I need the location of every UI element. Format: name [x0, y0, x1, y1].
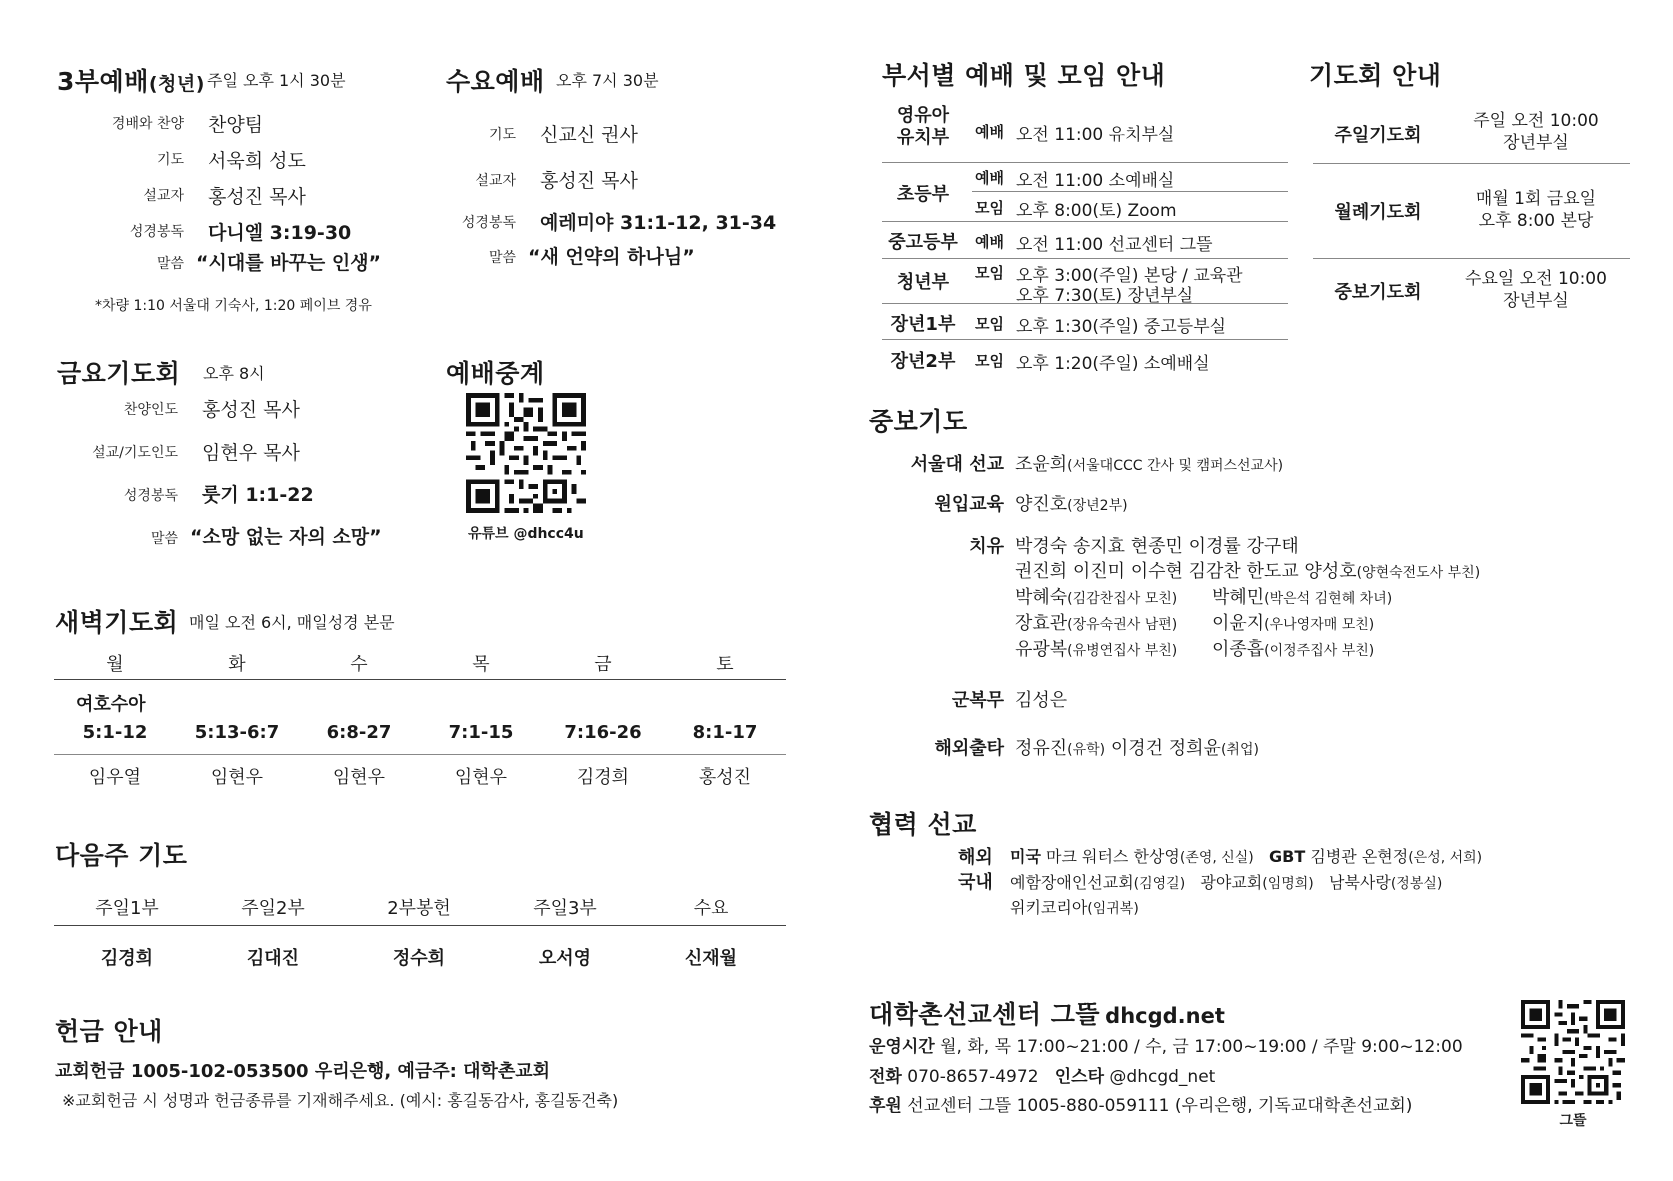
- dawn-book: 여호수아: [76, 694, 146, 715]
- intercession-entry: [1212, 635, 1374, 661]
- dawn-leader: 임현우: [210, 767, 264, 788]
- dept-text: 오후 1:30(주일) 중고등부실: [1016, 317, 1227, 337]
- intercession-note: (장년2부): [1067, 498, 1128, 514]
- dawn-passage: 5:13-6:7: [194, 722, 280, 743]
- service3-scripture: 다니엘 3:19-30: [208, 222, 352, 244]
- broadcast-title: 예배중계: [446, 359, 545, 388]
- mission-label: 해외: [958, 847, 993, 868]
- intercession-entry: [1015, 609, 1177, 635]
- center-value: 선교센터 그뜰 1005-880-059111 (우리은행, 기독교대학촌선교회): [907, 1096, 1413, 1116]
- divider: [54, 679, 786, 680]
- next-prayer-title: 다음주 기도: [55, 841, 188, 870]
- dawn-title: 새벽기도회: [55, 608, 179, 637]
- prayer-meeting-name: 월례기도회: [1334, 202, 1422, 223]
- next-prayer-header: 2부봉헌: [387, 898, 451, 919]
- mission-org: 남북사랑: [1329, 873, 1391, 892]
- intercession-name: 박혜숙: [1015, 587, 1068, 608]
- departments-title: 부서별 예배 및 모임 안내: [882, 61, 1166, 90]
- center-label: 운영시간: [869, 1037, 935, 1057]
- mission-entry: [1010, 844, 1482, 867]
- dept-kind: 모임: [975, 352, 1004, 370]
- friday-time: 오후 8시: [203, 364, 265, 383]
- intercession-name: 김성은: [1015, 690, 1068, 711]
- wednesday-sermon-title: “새 언약의 하나님”: [528, 246, 695, 268]
- intercession-note: (우나영자매 모친): [1264, 617, 1375, 633]
- dept-text: 오후 3:00(주일) 본당 / 교육관: [1016, 266, 1243, 286]
- dept-kind: 예배: [975, 233, 1004, 251]
- wednesday-label: 기도: [488, 127, 516, 143]
- qr-code-icon: [1521, 1000, 1625, 1104]
- center-label: 전화: [869, 1067, 902, 1087]
- intercession-names: 박경숙 송지효 현종민 이경률 강구태: [1015, 536, 1299, 557]
- offering-title: 헌금 안내: [55, 1017, 163, 1046]
- prayer-meeting-line: 수요일 오전 10:00: [1465, 269, 1607, 289]
- center-value: 월, 화, 목 17:00~21:00 / 수, 금 17:00~19:00 / 주말 9:00~12:00: [940, 1037, 1463, 1057]
- intercession-name: 박혜민: [1212, 587, 1265, 608]
- intercession-names: 권진희 이진미 이수현 김감찬 한도교 양성호: [1015, 561, 1357, 582]
- intercession-note: (취업): [1220, 742, 1259, 758]
- dept-name: 초등부: [896, 184, 950, 205]
- friday-sermon-title: “소망 없는 자의 소망”: [190, 526, 382, 548]
- mission-note: (은성, 서희): [1408, 850, 1483, 866]
- intercession-label: 군복무: [951, 690, 1004, 711]
- dept-text: 오전 11:00 소예배실: [1016, 171, 1175, 191]
- next-prayer-name: 오서영: [538, 948, 592, 969]
- friday-value: 임현우 목사: [202, 442, 300, 464]
- friday-scripture: 룻기 1:1-22: [202, 484, 314, 506]
- divider: [1313, 258, 1630, 259]
- dept-name-line: 영유아: [896, 105, 950, 126]
- dawn-day: 토: [716, 654, 734, 675]
- service3-title: [57, 62, 205, 98]
- dawn-passage: 8:1-17: [692, 722, 758, 743]
- prayer-meeting-name: 주일기도회: [1334, 125, 1422, 146]
- divider: [1313, 163, 1630, 164]
- service3-label: 경배와 찬양: [111, 116, 184, 132]
- intercession-entry: [1015, 450, 1283, 476]
- dawn-leader: 임현우: [454, 767, 508, 788]
- prayer-meeting-detail: [1446, 268, 1626, 312]
- mission-note: (존영, 신실): [1179, 850, 1254, 866]
- dept-text: 오전 11:00 유치부실: [1016, 125, 1175, 145]
- service3-value: 홍성진 목사: [208, 186, 306, 208]
- intercession-name: 이종흡: [1212, 639, 1265, 660]
- dawn-passage: 5:1-12: [82, 722, 148, 743]
- service3-value: 서욱희 성도: [208, 150, 306, 172]
- intercession-entry: [1015, 635, 1177, 661]
- wednesday-title: 수요예배: [446, 67, 545, 96]
- dept-kind: 모임: [975, 315, 1004, 333]
- divider: [972, 191, 1288, 192]
- center-label: 인스타: [1054, 1067, 1105, 1087]
- intercession-entry: [1015, 557, 1480, 583]
- intercession-entry: [1015, 734, 1259, 760]
- offering-account: 교회헌금 1005-102-053500 우리은행, 예금주: 대학촌교회: [55, 1061, 551, 1082]
- dawn-leader: 임우열: [88, 767, 142, 788]
- prayer-meeting-name: 중보기도회: [1334, 282, 1422, 303]
- center-qr-caption: 그뜰: [1559, 1113, 1587, 1129]
- dawn-passage: 7:1-15: [448, 722, 514, 743]
- mission-note: (임명희): [1262, 876, 1314, 892]
- wednesday-label: 성경봉독: [461, 215, 516, 231]
- next-prayer-name: 김대진: [246, 948, 300, 969]
- next-prayer-header: 주일2부: [241, 898, 305, 919]
- wednesday-time: 오후 7시 30분: [556, 71, 659, 90]
- prayer-meeting-line: 장년부실: [1503, 291, 1569, 311]
- dept-name: 청년부: [896, 272, 950, 293]
- intercession-entry: [1212, 583, 1392, 609]
- friday-label: 설교/기도인도: [92, 445, 178, 461]
- wednesday-label: 말씀: [488, 250, 516, 266]
- divider: [882, 339, 1288, 340]
- wednesday-scripture: 예레미야 31:1-12, 31-34: [540, 212, 777, 234]
- center-label: 후원: [869, 1096, 902, 1116]
- intercession-label: 치유: [969, 536, 1004, 557]
- next-prayer-header: 주일3부: [533, 898, 597, 919]
- next-prayer-header: 주일1부: [95, 898, 159, 919]
- divider: [882, 221, 1288, 222]
- service3-note: *차량 1:10 서울대 기숙사, 1:20 페이브 경유: [95, 298, 372, 314]
- intercession-entry: [1212, 609, 1374, 635]
- dawn-leader: 김경희: [576, 767, 630, 788]
- intercession-label: 서울대 선교: [910, 454, 1004, 475]
- dawn-passage: 7:16-26: [564, 722, 642, 743]
- mission-names: 김병관 온현정: [1310, 847, 1409, 866]
- dawn-leader: 임현우: [332, 767, 386, 788]
- intercession-label: 해외출타: [934, 738, 1004, 759]
- prayer-meeting-line: 매월 1회 금요일: [1475, 189, 1597, 209]
- intercession-note: (이정주집사 부친): [1264, 643, 1375, 659]
- dawn-leader: 홍성진: [698, 767, 752, 788]
- friday-title: 금요기도회: [57, 359, 181, 388]
- dept-name: 중고등부: [888, 232, 958, 253]
- intercession-name: 조윤희: [1015, 454, 1068, 475]
- divider: [54, 925, 786, 926]
- intercession-title: 중보기도: [869, 407, 968, 436]
- mission-note: (임귀복): [1087, 901, 1139, 917]
- center-value: 070-8657-4972: [907, 1067, 1039, 1087]
- dept-kind: 예배: [975, 123, 1004, 141]
- service3-title-sub: (청년): [148, 73, 205, 95]
- center-hours: [869, 1032, 1463, 1057]
- service3-value: 찬양팀: [208, 114, 264, 136]
- divider: [54, 754, 786, 755]
- divider: [882, 162, 1288, 163]
- service3-label: 말씀: [156, 256, 184, 272]
- intercession-note: (김감찬집사 모친): [1067, 591, 1178, 607]
- prayer-meetings-title: 기도회 안내: [1309, 61, 1442, 90]
- dept-kind: 모임: [975, 264, 1004, 282]
- mission-names: 마크 워터스 한상영: [1046, 847, 1180, 866]
- wednesday-label: 설교자: [475, 173, 516, 189]
- service3-label: 성경봉독: [129, 224, 184, 240]
- mission-note: (김영길): [1133, 876, 1186, 892]
- dept-text: 오후 1:20(주일) 소예배실: [1016, 354, 1210, 374]
- wednesday-value: 신교신 권사: [540, 124, 638, 146]
- dept-name: 장년2부: [890, 351, 956, 372]
- divider: [882, 258, 1288, 259]
- next-prayer-name: 정수희: [392, 948, 446, 969]
- service3-label: 기도: [156, 152, 184, 168]
- offering-note: ※교회헌금 시 성명과 헌금종류를 기재해주세요. (예시: 홍길동감사, 홍길동건축): [62, 1091, 619, 1110]
- mission-entry: [1010, 895, 1139, 918]
- dawn-passage: 6:8-27: [326, 722, 392, 743]
- mission-country: 미국: [1010, 847, 1041, 866]
- intercession-note: (박은석 김현혜 차녀): [1264, 591, 1393, 607]
- dept-text: 오후 8:00(토) Zoom: [1016, 201, 1177, 221]
- center-name: 대학촌선교센터 그뜰: [869, 1000, 1101, 1029]
- mission-note: (정봉실): [1390, 876, 1443, 892]
- intercession-name: 양진호: [1015, 494, 1068, 515]
- dawn-time: 매일 오전 6시, 매일성경 본문: [189, 613, 395, 632]
- center-title: [869, 995, 1225, 1031]
- mission-org: 예함장애인선교회: [1010, 873, 1134, 892]
- intercession-note: (유학): [1067, 742, 1106, 758]
- wednesday-value: 홍성진 목사: [540, 170, 638, 192]
- next-prayer-name: 김경희: [100, 948, 154, 969]
- dawn-day: 목: [472, 654, 490, 675]
- friday-value: 홍성진 목사: [202, 399, 300, 421]
- mission-label: 국내: [958, 872, 993, 893]
- friday-label: 찬양인도: [123, 402, 178, 418]
- intercession-note: (양현숙전도사 부친): [1356, 565, 1481, 581]
- dawn-day: 월: [106, 654, 124, 675]
- intercession-name: 유광복: [1015, 639, 1068, 660]
- dept-name: [882, 105, 964, 149]
- intercession-name: 장효관: [1015, 613, 1068, 634]
- center-value: @dhcgd_net: [1109, 1067, 1216, 1087]
- mission-org: 위키코리아: [1010, 898, 1088, 917]
- youtube-qr-code[interactable]: [466, 393, 586, 513]
- dawn-day: 금: [594, 654, 612, 675]
- mission-title: 협력 선교: [869, 810, 977, 839]
- dept-name-line: 유치부: [896, 127, 950, 148]
- dept-text: 오후 7:30(토) 장년부실: [1016, 286, 1194, 306]
- dept-kind: 모임: [975, 199, 1004, 217]
- intercession-name: 정유진: [1015, 738, 1068, 759]
- prayer-meeting-line: 오후 8:00 본당: [1478, 211, 1594, 231]
- intercession-note: (서울대CCC 간사 및 캠퍼스선교사): [1067, 458, 1284, 474]
- mission-entry: [1010, 870, 1442, 893]
- next-prayer-header: 수요: [693, 898, 729, 919]
- broadcast-caption: 유튜브 @dhcc4u: [468, 526, 584, 542]
- intercession-name: 이경건 정희윤: [1110, 738, 1221, 759]
- prayer-meeting-line: 주일 오전 10:00: [1473, 111, 1599, 131]
- prayer-meeting-line: 장년부실: [1503, 133, 1569, 153]
- mission-org: 광야교회: [1200, 873, 1263, 892]
- intercession-name: 이윤지: [1212, 613, 1265, 634]
- dawn-day: 화: [228, 654, 246, 675]
- intercession-note: (장유숙권사 남편): [1067, 617, 1178, 633]
- center-contact: [869, 1062, 1215, 1087]
- intercession-entry: [1015, 583, 1177, 609]
- qr-code-icon: [466, 393, 586, 513]
- service3-sermon-title: “시대를 바꾸는 인생”: [196, 252, 382, 274]
- mission-country: GBT: [1269, 847, 1306, 866]
- dawn-day: 수: [350, 654, 368, 675]
- friday-label: 성경봉독: [123, 488, 178, 504]
- service3-time: 주일 오후 1시 30분: [207, 71, 346, 90]
- dept-kind: 예배: [975, 169, 1004, 187]
- friday-label: 말씀: [150, 531, 178, 547]
- divider: [882, 303, 1288, 304]
- service3-title-main: 3부예배: [57, 67, 149, 96]
- center-qr-code[interactable]: [1521, 1000, 1625, 1104]
- service3-label: 설교자: [143, 188, 184, 204]
- intercession-note: (유병연집사 부친): [1067, 643, 1178, 659]
- prayer-meeting-detail: [1446, 188, 1626, 232]
- intercession-label: 원입교육: [934, 494, 1004, 515]
- dept-text: 오전 11:00 선교센터 그뜰: [1016, 235, 1213, 255]
- prayer-meeting-detail: [1446, 110, 1626, 154]
- center-url[interactable]: dhcgd.net: [1105, 1004, 1225, 1028]
- dept-name: 장년1부: [890, 314, 956, 335]
- intercession-entry: [1015, 490, 1128, 516]
- center-support: [869, 1091, 1412, 1116]
- next-prayer-name: 신재월: [684, 948, 738, 969]
